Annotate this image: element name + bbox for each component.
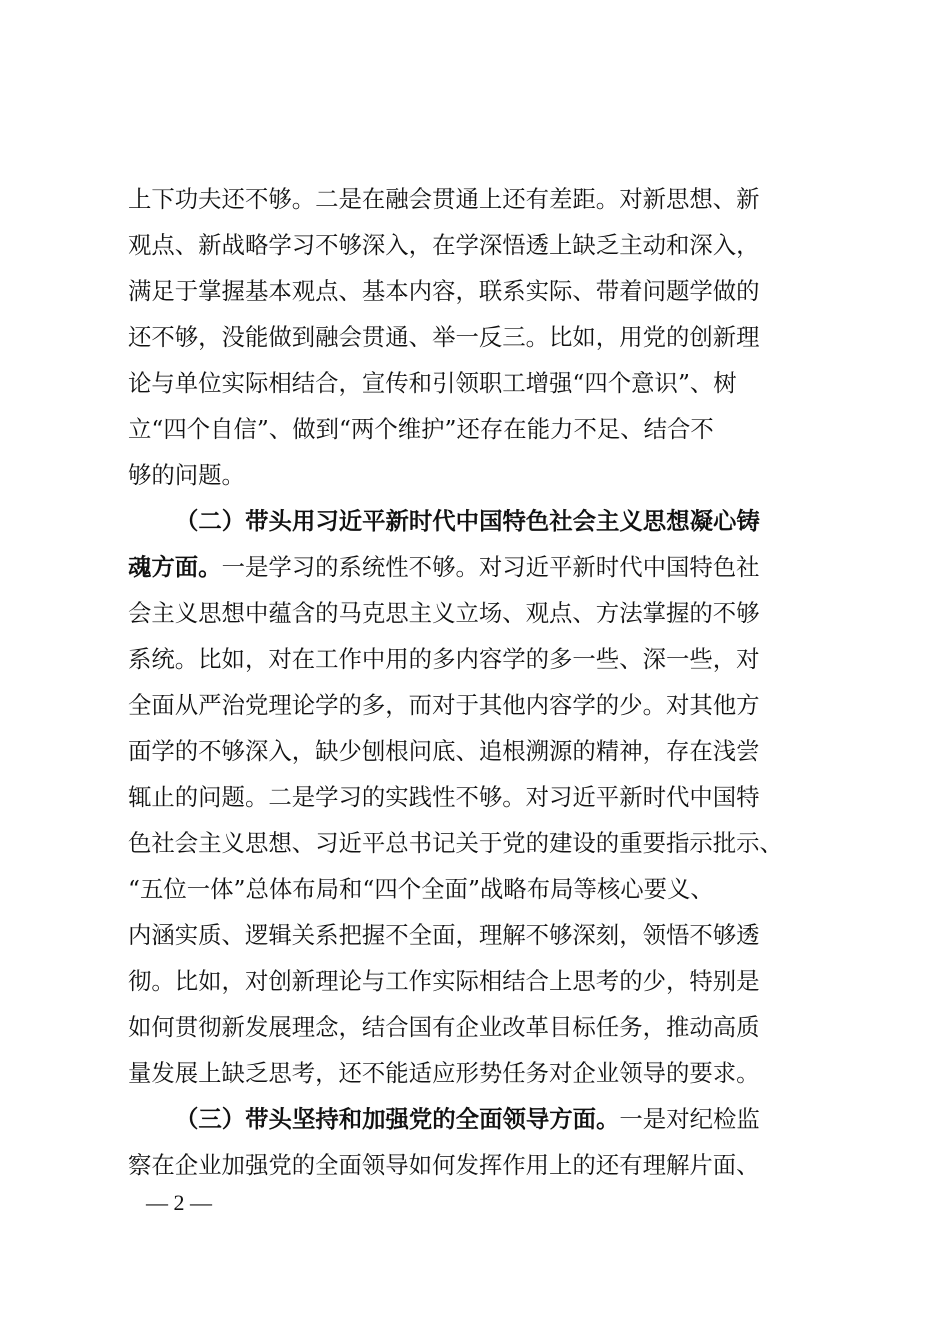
body-line: 立“四个自信”、做到“两个维护”还存在能力不足、结合不 xyxy=(128,415,714,443)
body-line: 会主义思想中蕴含的马克思主义立场、观点、方法掌握的不够 xyxy=(128,599,760,627)
body-line: 还不够，没能做到融会贯通、举一反三。比如，用党的创新理 xyxy=(128,323,760,351)
body-line: 观点、新战略学习不够深入，在学深悟透上缺乏主动和深入， xyxy=(128,231,760,259)
body-line: “五位一体”总体布局和“四个全面”战略布局等核心要义、 xyxy=(128,875,714,903)
body-line: 够的问题。 xyxy=(128,461,245,489)
body-line: 系统。比如，对在工作中用的多内容学的多一些、深一些，对 xyxy=(128,645,760,673)
body-line: 面学的不够深入，缺少刨根问底、追根溯源的精神，存在浅尝 xyxy=(128,737,760,765)
body-line: 满足于掌握基本观点、基本内容，联系实际、带着问题学做的 xyxy=(128,277,760,305)
document-body xyxy=(128,176,828,1188)
section-3-line xyxy=(128,1096,828,1142)
body-line: 色社会主义思想、习近平总书记关于党的建设的重要指示批示、 xyxy=(128,829,783,857)
body-line: 上下功夫还不够。二是在融会贯通上还有差距。对新思想、新 xyxy=(128,185,760,213)
section-2-heading: （二）带头用习近平新时代中国特色社会主义思想凝心铸 xyxy=(175,507,760,535)
section-3-heading: （三）带头坚持和加强党的全面领导方面。 xyxy=(175,1105,620,1133)
section-2-text: 一是学习的系统性不够。对习近平新时代中国特色社 xyxy=(221,553,760,581)
body-line: 彻。比如，对创新理论与工作实际相结合上思考的少，特别是 xyxy=(128,967,760,995)
section-2-heading-end: 魂方面。 xyxy=(128,553,222,581)
body-line: 量发展上缺乏思考，还不能适应形势任务对企业领导的要求。 xyxy=(128,1059,760,1087)
page-number: — 2 — xyxy=(146,1190,212,1215)
body-line: 内涵实质、逻辑关系把握不全面，理解不够深刻，领悟不够透 xyxy=(128,921,760,949)
section-2-line xyxy=(128,544,828,590)
body-line: 辄止的问题。二是学习的实践性不够。对习近平新时代中国特 xyxy=(128,783,760,811)
body-line: 论与单位实际相结合，宣传和引领职工增强“四个意识”、树 xyxy=(128,369,737,397)
body-line: 如何贯彻新发展理念，结合国有企业改革目标任务，推动高质 xyxy=(128,1013,760,1041)
body-line: 全面从严治党理论学的多，而对于其他内容学的少。对其他方 xyxy=(128,691,760,719)
section-3-text: 一是对纪检监 xyxy=(619,1105,760,1133)
body-line: 察在企业加强党的全面领导如何发挥作用上的还有理解片面、 xyxy=(128,1151,760,1179)
